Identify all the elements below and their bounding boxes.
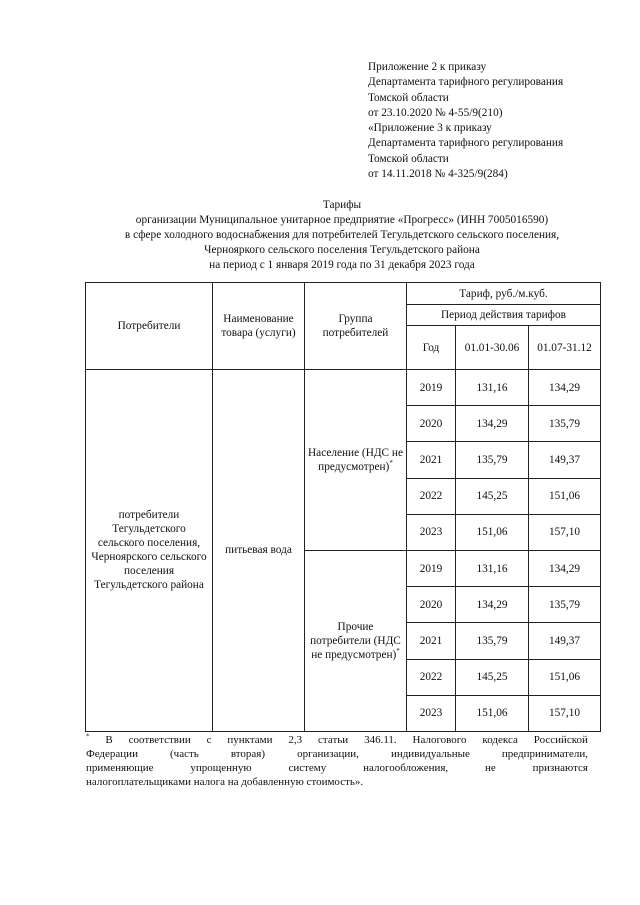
- tariff-first-half-cell: 131,16: [456, 370, 529, 406]
- title-line: на период с 1 января 2019 года по 31 декабря 2023 года: [209, 259, 475, 271]
- footnote-word: соответствии: [128, 734, 191, 746]
- year-cell: 2023: [407, 514, 456, 550]
- header-line: от 23.10.2020 № 4-55/9(210): [368, 106, 503, 119]
- footnote-line: [86, 747, 588, 761]
- year-cell: 2022: [407, 659, 456, 695]
- tariff-second-half-cell: 149,37: [529, 623, 601, 659]
- tariff-first-half-cell: 151,06: [456, 514, 529, 550]
- footnote-word: Федерации: [86, 748, 138, 760]
- tariff-second-half-cell: 134,29: [529, 550, 601, 586]
- year-cell: 2021: [407, 623, 456, 659]
- tariff-first-half-cell: 135,79: [456, 442, 529, 478]
- footnote-word: с: [206, 734, 212, 746]
- product-cell: питьевая вода: [213, 370, 305, 732]
- footnote-line: [86, 761, 588, 775]
- footnote-word: систему: [288, 762, 327, 774]
- footnote-word: В: [105, 734, 113, 746]
- title-line: организации Муниципальное унитарное предприятие «Прогресс» (ИНН 7005016590): [135, 214, 549, 226]
- header-tariff: Тариф, руб./м.куб.: [407, 283, 601, 305]
- header-second-half: 01.07-31.12: [529, 326, 601, 370]
- footnote-word: организации,: [297, 748, 359, 760]
- year-cell: 2019: [407, 370, 456, 406]
- consumers-cell: потребители Тегульдетского сельского поселения, Черноярского сельского поселения Тегульдетского района: [86, 370, 213, 732]
- footnote-word: предприниматели,: [501, 748, 588, 760]
- footnote-word: статьи: [318, 734, 349, 746]
- tariff-first-half-cell: 145,25: [456, 478, 529, 514]
- header-line: Томской области: [368, 152, 449, 165]
- header-period: Период действия тарифов: [407, 305, 601, 326]
- tariff-first-half-cell: 145,25: [456, 659, 529, 695]
- footnote-word: не: [485, 762, 496, 774]
- order-reference-block: [368, 60, 630, 182]
- tariff-first-half-cell: 134,29: [456, 587, 529, 623]
- tariff-table: [85, 282, 601, 732]
- tariff-second-half-cell: 151,06: [529, 659, 601, 695]
- tariff-first-half-cell: 135,79: [456, 623, 529, 659]
- year-cell: 2021: [407, 442, 456, 478]
- year-cell: 2020: [407, 587, 456, 623]
- title-line: в сфере холодного водоснабжения для потребителей Тегульдетского сельского поселения,: [124, 229, 560, 241]
- header-line: Департамента тарифного регулирования: [368, 76, 564, 89]
- year-cell: 2022: [407, 478, 456, 514]
- footnote-marker: *: [86, 732, 90, 741]
- footnote-marker: *: [396, 647, 400, 656]
- footnote-word: 346.11.: [364, 734, 397, 746]
- footnote-word: (часть: [170, 748, 199, 760]
- footnote-word: признаются: [532, 762, 588, 774]
- header-year: Год: [407, 326, 456, 370]
- footnote-marker: *: [389, 459, 393, 468]
- header-line: Приложение 2 к приказу: [368, 61, 487, 73]
- tariff-second-half-cell: 135,79: [529, 406, 601, 442]
- footnote-word: применяющие: [86, 762, 154, 774]
- consumer-group-cell: [305, 370, 407, 551]
- tariff-second-half-cell: 151,06: [529, 478, 601, 514]
- footnote-word: вторая): [230, 748, 266, 760]
- footnote-word: Налогового: [412, 734, 467, 746]
- consumer-group-cell: [305, 550, 407, 731]
- title-line: Чернояркого сельского поселения Тегульдетского района: [204, 244, 480, 256]
- tariff-second-half-cell: 135,79: [529, 587, 601, 623]
- footnote-word: пунктами: [227, 734, 273, 746]
- year-cell: 2020: [407, 406, 456, 442]
- year-cell: 2019: [407, 550, 456, 586]
- footnote: [86, 733, 588, 789]
- header-line: «Приложение 3 к приказу: [368, 122, 492, 135]
- header-first-half: 01.01-30.06: [456, 326, 529, 370]
- tariff-second-half-cell: 157,10: [529, 514, 601, 550]
- document-title: [40, 198, 640, 273]
- header-line: Департамента тарифного регулирования: [368, 137, 564, 150]
- footnote-line: налогоплательщиками налога на добавленную стоимость».: [86, 776, 364, 788]
- footnote-marker-wrap: [86, 733, 90, 747]
- header-group: Группа потребителей: [305, 283, 407, 370]
- footnote-word: Российской: [533, 734, 588, 746]
- footnote-word: налогообложения,: [363, 762, 449, 774]
- tariff-first-half-cell: 134,29: [456, 406, 529, 442]
- tariff-first-half-cell: 151,06: [456, 695, 529, 731]
- consumer-group-label: Прочие потребители (НДС не предусмотрен): [310, 620, 401, 661]
- tariff-second-half-cell: 134,29: [529, 370, 601, 406]
- footnote-word: кодекса: [482, 734, 518, 746]
- consumer-group-label: Население (НДС не предусмотрен): [308, 446, 403, 473]
- footnote-word: индивидуальные: [390, 748, 470, 760]
- table-row: [86, 370, 601, 406]
- tariff-first-half-cell: 131,16: [456, 550, 529, 586]
- footnote-line: [86, 733, 588, 747]
- header-product: Наименование товара (услуги): [213, 283, 305, 370]
- title-line: Тарифы: [322, 199, 362, 211]
- tariff-second-half-cell: 149,37: [529, 442, 601, 478]
- footnote-word: 2,3: [288, 734, 303, 746]
- tariff-second-half-cell: 157,10: [529, 695, 601, 731]
- header-line: от 14.11.2018 № 4-325/9(284): [368, 168, 508, 181]
- footnote-word: упрощенную: [190, 762, 252, 774]
- year-cell: 2023: [407, 695, 456, 731]
- header-line: Томской области: [368, 91, 449, 104]
- header-consumers: Потребители: [86, 283, 213, 370]
